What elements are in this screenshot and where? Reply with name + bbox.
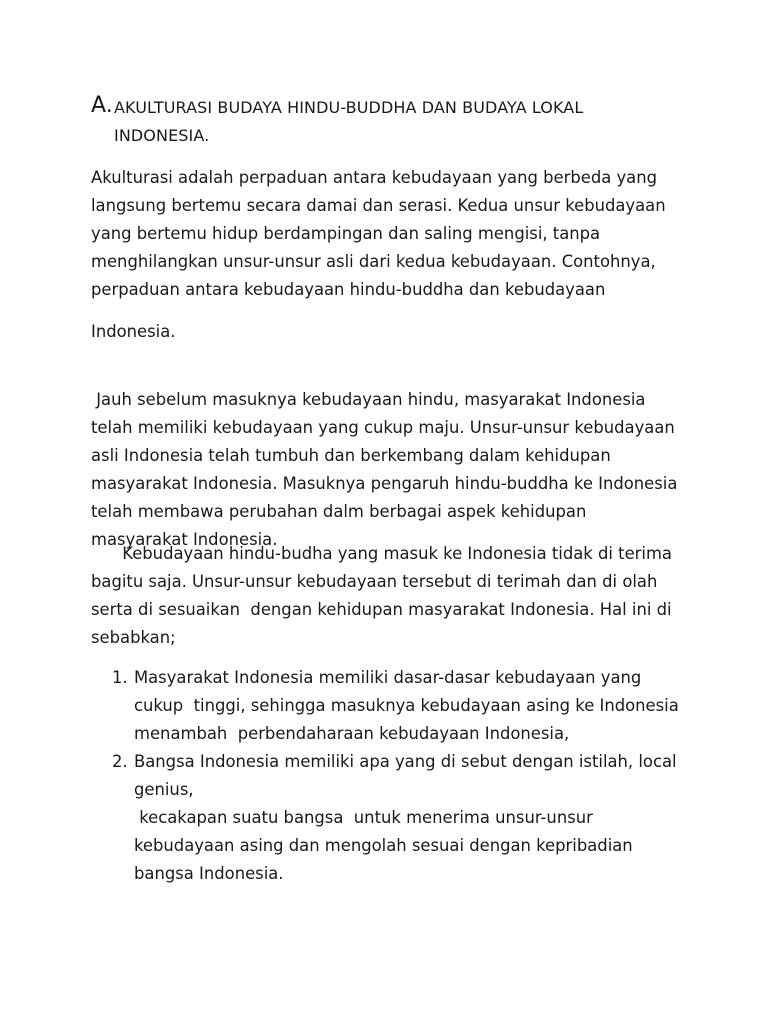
section-marker: A. — [91, 93, 113, 118]
text-line: menambah perbendaharaan kebudayaan Indonesia, — [134, 724, 570, 743]
text-line: perpaduan antara kebudayaan hindu-buddha dan kebudayaan — [91, 280, 606, 299]
text-line: telah memiliki kebudayaan yang cukup maju. Unsur-unsur kebudayaan — [91, 418, 675, 437]
text-line: Indonesia. — [91, 322, 176, 341]
text-line: Bangsa Indonesia memiliki apa yang di sebut dengan istilah, local — [134, 752, 677, 771]
text-line: yang bertemu hidup berdampingan dan saling mengisi, tanpa — [91, 224, 601, 243]
paragraph-reasons-intro — [91, 540, 691, 652]
section-title — [91, 94, 651, 150]
text-line: kecakapan suatu bangsa untuk menerima unsur-unsur — [134, 808, 593, 827]
reasons-list — [91, 664, 691, 888]
text-line: Akulturasi adalah perpaduan antara kebudayaan yang berbeda yang — [91, 168, 658, 187]
paragraph-definition — [91, 164, 691, 304]
text-line: asli Indonesia telah tumbuh dan berkembang dalam kehidupan — [91, 446, 611, 465]
section-title-line: AKULTURASI BUDAYA HINDU-BUDDHA DAN BUDAYA LOKAL — [114, 98, 584, 117]
text-line: menghilangkan unsur-unsur asli dari kedua kebudayaan. Contohnya, — [91, 252, 656, 271]
section-title-line: INDONESIA. — [114, 126, 210, 145]
text-line: Jauh sebelum masuknya kebudayaan hindu, masyarakat Indonesia — [91, 390, 646, 409]
text-line: genius, — [134, 780, 194, 799]
text-line: Kebudayaan hindu-budha yang masuk ke Indonesia tidak di terima — [91, 544, 672, 563]
text-line: telah membawa perubahan dalm berbagai aspek kehidupan — [91, 502, 587, 521]
list-number: 2. — [112, 752, 128, 771]
text-line: Masyarakat Indonesia memiliki dasar-dasar kebudayaan yang — [134, 668, 642, 687]
list-number: 1. — [112, 668, 128, 687]
text-line: bagitu saja. Unsur-unsur kebudayaan tersebut di terimah dan di olah — [91, 572, 658, 591]
paragraph-history — [91, 358, 691, 554]
section-heading — [91, 92, 651, 148]
text-line: bangsa Indonesia. — [134, 864, 284, 883]
text-line: masyarakat Indonesia. Masuknya pengaruh hindu-buddha ke Indonesia — [91, 474, 678, 493]
text-line: kebudayaan asing dan mengolah sesuai dengan kepribadian — [134, 836, 633, 855]
list-item — [91, 748, 691, 888]
text-line: sebabkan; — [91, 628, 176, 647]
paragraph-continuation — [91, 318, 691, 346]
text-line: serta di sesuaikan dengan kehidupan masyarakat Indonesia. Hal ini di — [91, 600, 672, 619]
list-item — [91, 664, 691, 748]
text-line: masyarakat Indonesia. — [91, 530, 278, 549]
text-line: cukup tinggi, sehingga masuknya kebudayaan asing ke Indonesia — [134, 696, 679, 715]
text-line: langsung bertemu secara damai dan serasi. Kedua unsur kebudayaan — [91, 196, 666, 215]
